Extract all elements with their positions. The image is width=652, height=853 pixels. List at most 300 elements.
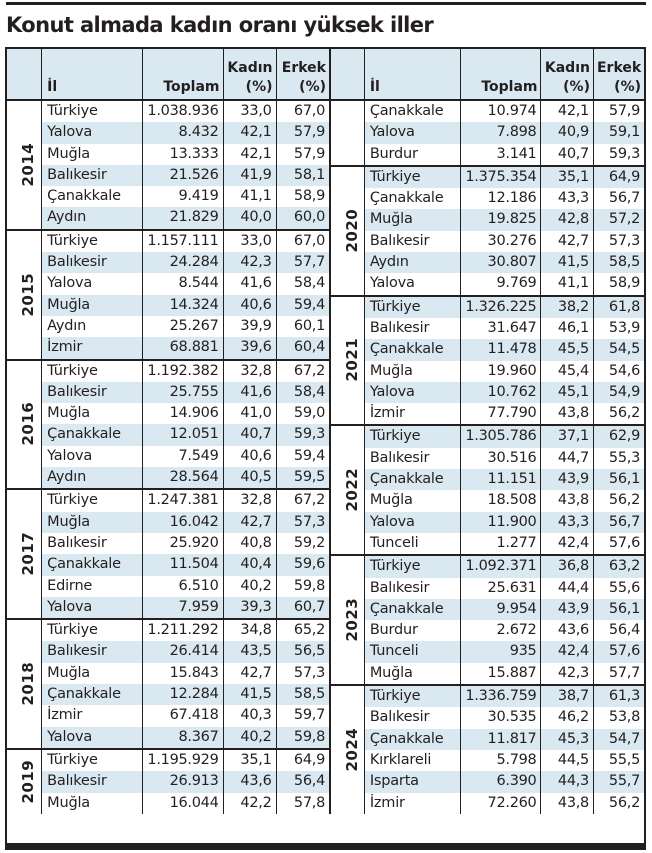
table-row	[330, 578, 644, 599]
table-row	[330, 188, 644, 209]
cell-kadin: 41,1	[541, 273, 594, 295]
header-il: İl	[42, 49, 143, 100]
cell-toplam: 25.631	[460, 578, 541, 599]
cell-il: Balıkesir	[42, 641, 143, 662]
cell-kadin: 40,5	[223, 467, 276, 489]
table-row	[330, 599, 644, 620]
cell-erkek: 59,3	[593, 144, 644, 166]
cell-il: Muğla	[42, 512, 143, 533]
table-row	[7, 771, 329, 792]
cell-il: Yalova	[42, 597, 143, 619]
year-cell	[330, 555, 364, 685]
cell-erkek: 59,0	[276, 403, 329, 424]
cell-toplam: 10.974	[460, 100, 541, 122]
cell-erkek: 54,6	[593, 361, 644, 382]
table-row	[7, 619, 329, 641]
cell-il: Muğla	[364, 490, 460, 511]
cell-toplam: 16.044	[143, 793, 224, 814]
cell-il: İzmir	[364, 793, 460, 814]
cell-erkek: 58,9	[593, 273, 644, 295]
cell-il: Türkiye	[42, 360, 143, 382]
cell-kadin: 42,1	[223, 122, 276, 143]
cell-kadin: 46,1	[541, 318, 594, 339]
table-row	[330, 793, 644, 814]
cell-kadin: 44,3	[541, 771, 594, 792]
table-row	[330, 707, 644, 728]
cell-erkek: 57,3	[276, 512, 329, 533]
cell-kadin: 42,2	[223, 793, 276, 814]
cell-kadin: 44,7	[541, 448, 594, 469]
table-row	[330, 209, 644, 230]
cell-il: Muğla	[364, 663, 460, 685]
cell-erkek: 60,4	[276, 337, 329, 359]
cell-il: Çanakkale	[42, 554, 143, 575]
cell-erkek: 56,1	[593, 469, 644, 490]
cell-erkek: 57,3	[593, 231, 644, 252]
table-row	[330, 296, 644, 318]
cell-toplam: 21.526	[143, 165, 224, 186]
cell-erkek: 57,2	[593, 209, 644, 230]
cell-kadin: 33,0	[223, 100, 276, 122]
year-cell	[330, 685, 364, 814]
cell-toplam: 25.267	[143, 316, 224, 337]
header-erkek-label: Erkek	[281, 60, 326, 76]
table-row	[330, 252, 644, 273]
cell-erkek: 57,8	[276, 793, 329, 814]
year-label: 2015	[19, 272, 38, 317]
cell-kadin: 41,5	[223, 684, 276, 705]
cell-erkek: 60,0	[276, 207, 329, 229]
cell-kadin: 45,5	[541, 339, 594, 360]
table-row	[7, 554, 329, 575]
cell-toplam: 9.954	[460, 599, 541, 620]
cell-toplam: 26.913	[143, 771, 224, 792]
table-row	[330, 729, 644, 750]
cell-kadin: 39,6	[223, 337, 276, 359]
cell-il: Aydın	[42, 316, 143, 337]
cell-toplam: 5.798	[460, 750, 541, 771]
cell-erkek: 55,7	[593, 771, 644, 792]
cell-kadin: 42,4	[541, 533, 594, 555]
cell-erkek: 63,2	[593, 555, 644, 577]
cell-toplam: 68.881	[143, 337, 224, 359]
cell-il: Muğla	[42, 295, 143, 316]
cell-toplam: 24.284	[143, 252, 224, 273]
table-row	[330, 448, 644, 469]
cell-toplam: 19.960	[460, 361, 541, 382]
cell-il: Muğla	[364, 361, 460, 382]
table-row	[7, 230, 329, 252]
table-row	[330, 771, 644, 792]
cell-erkek: 64,9	[593, 166, 644, 188]
cell-il: Çanakkale	[42, 186, 143, 207]
cell-toplam: 30.516	[460, 448, 541, 469]
cell-il: Çanakkale	[364, 729, 460, 750]
cell-il: İzmir	[364, 403, 460, 425]
cell-kadin: 41,5	[541, 252, 594, 273]
table-row	[330, 555, 644, 577]
header-erkek-label: Erkek	[596, 60, 642, 76]
table-row	[330, 663, 644, 685]
cell-il: Çanakkale	[364, 100, 460, 122]
cell-toplam: 3.141	[460, 144, 541, 166]
cell-il: Edirne	[42, 576, 143, 597]
cell-toplam: 1.038.936	[143, 100, 224, 122]
cell-toplam: 1.336.759	[460, 685, 541, 707]
cell-erkek: 59,7	[276, 705, 329, 726]
table-row	[7, 316, 329, 337]
cell-kadin: 42,3	[541, 663, 594, 685]
table-row	[330, 231, 644, 252]
cell-il: Balıkesir	[364, 318, 460, 339]
table-row	[330, 403, 644, 425]
cell-il: Türkiye	[364, 425, 460, 447]
cell-il: Muğla	[42, 663, 143, 684]
cell-toplam: 1.211.292	[143, 619, 224, 641]
cell-erkek: 57,7	[276, 252, 329, 273]
cell-kadin: 41,1	[223, 186, 276, 207]
cell-il: Balıkesir	[364, 231, 460, 252]
cell-kadin: 40,7	[223, 424, 276, 445]
cell-il: Muğla	[42, 144, 143, 165]
cell-toplam: 25.755	[143, 382, 224, 403]
table-right	[329, 49, 644, 814]
table-row	[330, 166, 644, 188]
table-header-row	[7, 49, 329, 100]
cell-erkek: 57,9	[276, 122, 329, 143]
table-row	[7, 576, 329, 597]
cell-kadin: 43,6	[223, 771, 276, 792]
cell-toplam: 67.418	[143, 705, 224, 726]
header-kadin	[223, 49, 276, 100]
cell-erkek: 67,2	[276, 360, 329, 382]
page-title: Konut almada kadın oranı yüksek iller	[6, 13, 434, 37]
cell-kadin: 40,0	[223, 207, 276, 229]
cell-kadin: 40,9	[541, 122, 594, 143]
cell-kadin: 44,4	[541, 578, 594, 599]
cell-toplam: 11.151	[460, 469, 541, 490]
cell-kadin: 43,9	[541, 599, 594, 620]
cell-erkek: 56,2	[593, 403, 644, 425]
cell-il: Çanakkale	[364, 469, 460, 490]
year-cell	[330, 166, 364, 296]
cell-kadin: 39,9	[223, 316, 276, 337]
cell-kadin: 40,3	[223, 705, 276, 726]
cell-erkek: 59,8	[276, 727, 329, 749]
header-toplam: Toplam	[143, 49, 224, 100]
cell-kadin: 42,4	[541, 641, 594, 662]
table-row	[330, 100, 644, 122]
cell-kadin: 38,2	[541, 296, 594, 318]
cell-il: Türkiye	[364, 296, 460, 318]
cell-toplam: 31.647	[460, 318, 541, 339]
cell-toplam: 30.535	[460, 707, 541, 728]
cell-kadin: 38,7	[541, 685, 594, 707]
cell-kadin: 34,8	[223, 619, 276, 641]
cell-toplam: 1.305.786	[460, 425, 541, 447]
cell-toplam: 11.817	[460, 729, 541, 750]
cell-toplam: 9.769	[460, 273, 541, 295]
year-cell	[330, 425, 364, 555]
cell-toplam: 8.367	[143, 727, 224, 749]
table-row	[330, 620, 644, 641]
year-cell	[330, 100, 364, 166]
cell-il: Yalova	[364, 122, 460, 143]
cell-toplam: 72.260	[460, 793, 541, 814]
cell-toplam: 12.186	[460, 188, 541, 209]
table-row	[7, 273, 329, 294]
cell-il: Türkiye	[364, 166, 460, 188]
cell-erkek: 58,4	[276, 273, 329, 294]
cell-il: Muğla	[42, 403, 143, 424]
cell-kadin: 45,1	[541, 382, 594, 403]
cell-kadin: 39,3	[223, 597, 276, 619]
cell-toplam: 6.390	[460, 771, 541, 792]
year-label: 2023	[343, 597, 362, 642]
table-row	[7, 446, 329, 467]
cell-erkek: 61,3	[593, 685, 644, 707]
cell-toplam: 8.432	[143, 122, 224, 143]
cell-kadin: 42,3	[223, 252, 276, 273]
cell-erkek: 60,1	[276, 316, 329, 337]
table-row	[330, 273, 644, 295]
cell-il: Yalova	[42, 122, 143, 143]
cell-erkek: 55,6	[593, 578, 644, 599]
cell-kadin: 45,3	[541, 729, 594, 750]
cell-kadin: 43,3	[541, 512, 594, 533]
table-row	[7, 749, 329, 771]
table-row	[330, 750, 644, 771]
cell-erkek: 58,4	[276, 382, 329, 403]
cell-kadin: 35,1	[223, 749, 276, 771]
table-left	[7, 49, 329, 814]
year-label: 2016	[19, 402, 38, 446]
cell-il: Türkiye	[42, 230, 143, 252]
table-row	[330, 685, 644, 707]
table-row	[330, 512, 644, 533]
table-row	[330, 318, 644, 339]
year-label: 2018	[19, 661, 38, 706]
cell-toplam: 21.829	[143, 207, 224, 229]
cell-kadin: 40,6	[223, 295, 276, 316]
table-row	[330, 425, 644, 447]
cell-kadin: 46,2	[541, 707, 594, 728]
cell-kadin: 45,4	[541, 361, 594, 382]
cell-kadin: 41,0	[223, 403, 276, 424]
header-kadin-unit: (%)	[245, 79, 273, 95]
cell-erkek: 56,2	[593, 793, 644, 814]
table-row	[330, 361, 644, 382]
cell-kadin: 37,1	[541, 425, 594, 447]
cell-toplam: 11.478	[460, 339, 541, 360]
cell-erkek: 54,5	[593, 339, 644, 360]
table-row	[330, 144, 644, 166]
cell-erkek: 61,8	[593, 296, 644, 318]
cell-toplam: 1.247.381	[143, 489, 224, 511]
year-cell	[7, 360, 42, 490]
cell-erkek: 57,7	[593, 663, 644, 685]
table-row	[330, 641, 644, 662]
header-erkek-unit: (%)	[614, 79, 641, 95]
cell-il: Yalova	[42, 273, 143, 294]
table-row	[7, 684, 329, 705]
cell-il: Yalova	[42, 727, 143, 749]
cell-kadin: 40,2	[223, 576, 276, 597]
cell-toplam: 7.898	[460, 122, 541, 143]
cell-toplam: 19.825	[460, 209, 541, 230]
cell-il: Balıkesir	[42, 533, 143, 554]
cell-erkek: 58,5	[276, 684, 329, 705]
cell-il: Türkiye	[364, 555, 460, 577]
cell-toplam: 6.510	[143, 576, 224, 597]
cell-kadin: 43,8	[541, 403, 594, 425]
table-row	[7, 424, 329, 445]
cell-toplam: 15.843	[143, 663, 224, 684]
table-row	[330, 533, 644, 555]
table-row	[7, 597, 329, 619]
cell-erkek: 57,9	[593, 100, 644, 122]
cell-il: Çanakkale	[42, 684, 143, 705]
table-row	[7, 337, 329, 359]
cell-il: Çanakkale	[364, 599, 460, 620]
cell-toplam: 935	[460, 641, 541, 662]
year-cell	[7, 489, 42, 619]
cell-toplam: 11.900	[460, 512, 541, 533]
header-toplam: Toplam	[460, 49, 541, 100]
cell-kadin: 36,8	[541, 555, 594, 577]
cell-erkek: 56,4	[276, 771, 329, 792]
header-erkek	[276, 49, 329, 100]
cell-erkek: 58,9	[276, 186, 329, 207]
table-row	[7, 705, 329, 726]
header-kadin	[541, 49, 594, 100]
table-row	[330, 469, 644, 490]
header-erkek-unit: (%)	[299, 79, 326, 95]
cell-erkek: 56,7	[593, 188, 644, 209]
cell-erkek: 59,4	[276, 295, 329, 316]
cell-erkek: 56,1	[593, 599, 644, 620]
cell-erkek: 57,6	[593, 641, 644, 662]
cell-toplam: 1.375.354	[460, 166, 541, 188]
cell-il: Balıkesir	[42, 771, 143, 792]
cell-kadin: 43,8	[541, 793, 594, 814]
cell-erkek: 64,9	[276, 749, 329, 771]
cell-erkek: 65,2	[276, 619, 329, 641]
cell-toplam: 30.276	[460, 231, 541, 252]
cell-il: Yalova	[364, 512, 460, 533]
cell-erkek: 53,8	[593, 707, 644, 728]
cell-erkek: 59,5	[276, 467, 329, 489]
table-row	[7, 489, 329, 511]
cell-il: Balıkesir	[364, 448, 460, 469]
cell-toplam: 16.042	[143, 512, 224, 533]
year-label: 2017	[19, 531, 38, 576]
cell-il: Balıkesir	[42, 165, 143, 186]
cell-toplam: 30.807	[460, 252, 541, 273]
cell-il: Balıkesir	[42, 382, 143, 403]
cell-toplam: 8.544	[143, 273, 224, 294]
cell-il: Türkiye	[42, 489, 143, 511]
cell-kadin: 44,5	[541, 750, 594, 771]
table-row	[7, 793, 329, 814]
header-kadin-label: Kadın	[227, 60, 273, 76]
cell-il: Kırklareli	[364, 750, 460, 771]
header-kadin-label: Kadın	[544, 60, 590, 76]
cell-toplam: 2.672	[460, 620, 541, 641]
cell-erkek: 56,5	[276, 641, 329, 662]
table-row	[7, 207, 329, 229]
cell-il: Türkiye	[42, 100, 143, 122]
table-row	[7, 100, 329, 122]
cell-il: Tunceli	[364, 533, 460, 555]
year-cell	[7, 230, 42, 360]
cell-toplam: 1.326.225	[460, 296, 541, 318]
cell-erkek: 55,5	[593, 750, 644, 771]
cell-toplam: 9.419	[143, 186, 224, 207]
cell-il: Türkiye	[42, 749, 143, 771]
table-row	[330, 490, 644, 511]
cell-kadin: 43,6	[541, 620, 594, 641]
cell-il: Çanakkale	[364, 188, 460, 209]
cell-il: Yalova	[364, 382, 460, 403]
table-header-row	[330, 49, 644, 100]
table-row	[7, 382, 329, 403]
table-row	[7, 360, 329, 382]
year-label: 2021	[343, 338, 362, 382]
cell-il: Çanakkale	[364, 339, 460, 360]
header-year	[330, 49, 364, 100]
cell-il: Çanakkale	[42, 424, 143, 445]
bottom-rule	[5, 843, 646, 850]
cell-kadin: 41,6	[223, 273, 276, 294]
table-row	[7, 727, 329, 749]
cell-il: Türkiye	[42, 619, 143, 641]
table-row	[7, 252, 329, 273]
cell-toplam: 26.414	[143, 641, 224, 662]
table-row	[7, 641, 329, 662]
table-row	[330, 382, 644, 403]
cell-erkek: 59,8	[276, 576, 329, 597]
header-year	[7, 49, 42, 100]
cell-toplam: 14.324	[143, 295, 224, 316]
cell-kadin: 43,3	[541, 188, 594, 209]
cell-erkek: 62,9	[593, 425, 644, 447]
cell-kadin: 40,2	[223, 727, 276, 749]
cell-kadin: 40,4	[223, 554, 276, 575]
cell-erkek: 59,1	[593, 122, 644, 143]
year-label: 2024	[343, 727, 362, 772]
cell-il: Balıkesir	[364, 578, 460, 599]
cell-toplam: 13.333	[143, 144, 224, 165]
header-kadin-unit: (%)	[563, 79, 590, 95]
cell-erkek: 56,2	[593, 490, 644, 511]
year-label: 2022	[343, 467, 362, 512]
cell-kadin: 41,9	[223, 165, 276, 186]
cell-il: Balıkesir	[364, 707, 460, 728]
cell-toplam: 1.092.371	[460, 555, 541, 577]
cell-kadin: 40,6	[223, 446, 276, 467]
cell-toplam: 12.284	[143, 684, 224, 705]
header-il: İl	[364, 49, 460, 100]
cell-toplam: 77.790	[460, 403, 541, 425]
cell-kadin: 43,5	[223, 641, 276, 662]
cell-toplam: 14.906	[143, 403, 224, 424]
year-cell	[330, 296, 364, 426]
cell-kadin: 40,8	[223, 533, 276, 554]
cell-toplam: 28.564	[143, 467, 224, 489]
table-row	[7, 467, 329, 489]
cell-kadin: 42,7	[223, 512, 276, 533]
